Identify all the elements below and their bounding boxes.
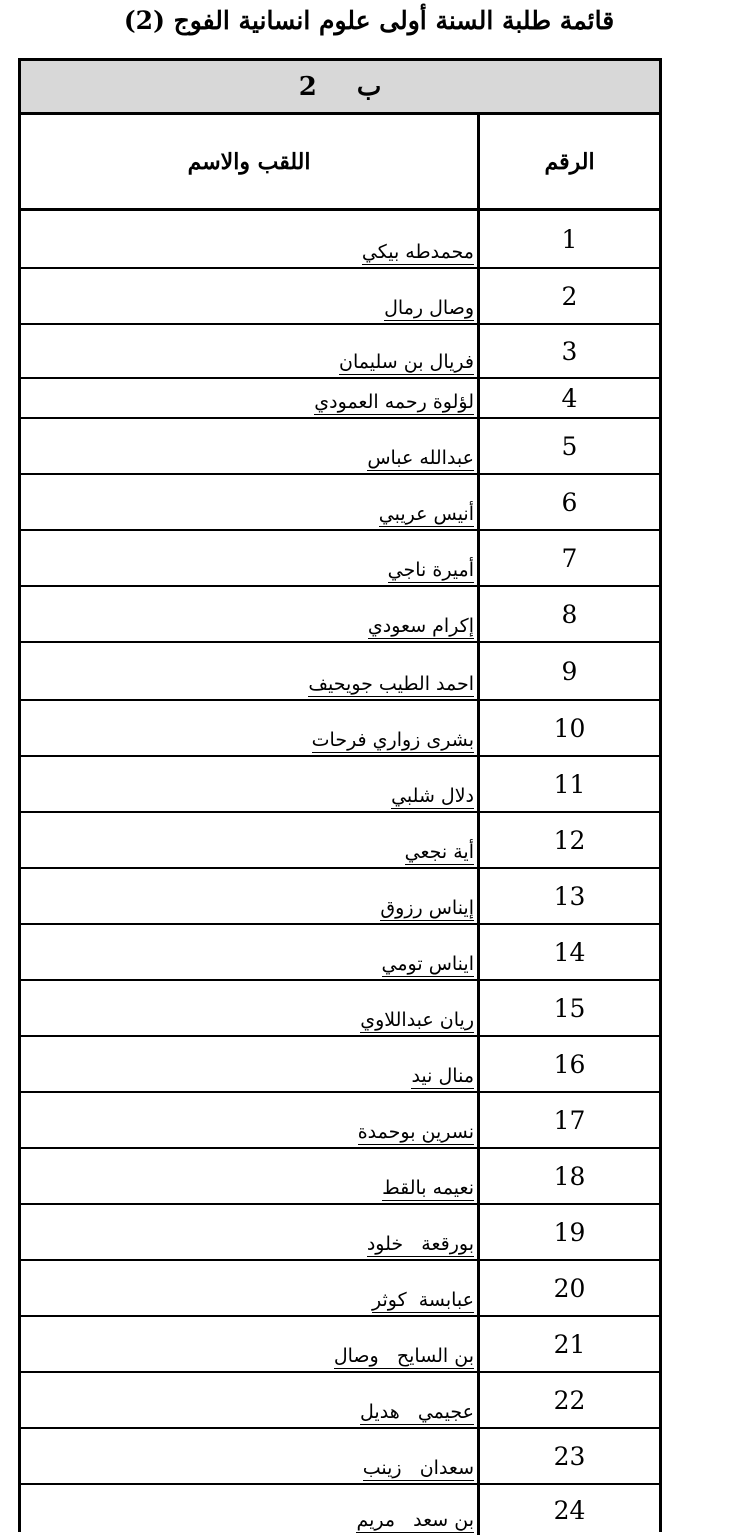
student-number: 1: [561, 224, 578, 254]
table-row: [21, 1205, 659, 1261]
table-row: [21, 1485, 659, 1535]
table-row: [21, 1037, 659, 1093]
student-name: سعدان زينب: [362, 1457, 474, 1480]
column-divider: [477, 115, 480, 1535]
student-number: 16: [553, 1049, 586, 1079]
group-header: [21, 61, 659, 115]
table-row: [21, 419, 659, 475]
student-name: فريال بن سليمان: [339, 351, 474, 374]
student-name: بن سعد مريم: [356, 1509, 474, 1532]
student-number: 23: [553, 1441, 586, 1471]
table-row: [21, 643, 659, 701]
student-number: 4: [561, 383, 578, 413]
student-name: عجيمي هديل: [360, 1401, 474, 1424]
student-number: 5: [561, 431, 578, 461]
table-row: [21, 1261, 659, 1317]
student-number: 19: [553, 1217, 586, 1247]
table-row: [21, 587, 659, 643]
student-name: ايناس تومي: [381, 953, 474, 976]
student-name: ريان عبداللاوي: [360, 1009, 474, 1032]
student-name: عبابسة كوثر: [372, 1289, 474, 1312]
student-number: 12: [553, 825, 586, 855]
student-name: احمد الطيب جويحيف: [308, 673, 474, 696]
table-row: [21, 925, 659, 981]
student-name: بن السايح وصال: [333, 1345, 474, 1368]
page-title: قائمة طلبة السنة أولى علوم انسانية الفوج (2): [123, 6, 615, 35]
student-number: 20: [553, 1273, 586, 1303]
student-number: 2: [561, 281, 578, 311]
student-name: دلال شلبي: [391, 785, 474, 808]
table-row: [21, 211, 659, 269]
student-number: 10: [553, 713, 586, 743]
table-row: [21, 475, 659, 531]
student-number: 15: [553, 993, 586, 1023]
table-row: [21, 813, 659, 869]
group-letter: ب: [356, 71, 382, 102]
student-list-table: [18, 58, 662, 1532]
table-row: [21, 1093, 659, 1149]
student-number: 9: [561, 656, 578, 686]
student-number: 18: [553, 1161, 586, 1191]
column-header-row: [21, 115, 659, 211]
student-name: لؤلوة رحمه العمودي: [314, 391, 474, 414]
table-row: [21, 1429, 659, 1485]
group-number: 2: [298, 71, 317, 102]
student-name: محمدطه بيكي: [361, 241, 474, 264]
student-number: 3: [561, 336, 578, 366]
column-header-number: الرقم: [544, 148, 595, 175]
student-name: أميرة ناجي: [387, 559, 474, 582]
table-row: [21, 531, 659, 587]
student-number: 11: [553, 769, 586, 799]
student-name: وصال رمال: [384, 297, 474, 320]
table-row: [21, 1149, 659, 1205]
student-number: 8: [561, 599, 578, 629]
table-row: [21, 981, 659, 1037]
student-name: إكرام سعودي: [367, 615, 474, 638]
student-number: 22: [553, 1385, 586, 1415]
student-name: بورقعة خلود: [366, 1233, 474, 1256]
table-row: [21, 1373, 659, 1429]
table-row: [21, 269, 659, 325]
student-number: 6: [561, 487, 578, 517]
student-name: أية نجعي: [404, 841, 474, 864]
student-number: 21: [553, 1329, 586, 1359]
student-name: نسرين بوحمدة: [357, 1121, 474, 1144]
student-number: 14: [553, 937, 586, 967]
table-row: [21, 757, 659, 813]
student-number: 7: [561, 543, 578, 573]
student-number: 13: [553, 881, 586, 911]
column-header-name: اللقب والاسم: [187, 148, 311, 175]
student-name: بشرى زواري فرحات: [311, 729, 474, 752]
table-row: [21, 1317, 659, 1373]
table-row: [21, 869, 659, 925]
student-name: إيناس رزوق: [380, 897, 474, 920]
table-row: [21, 325, 659, 379]
table-row: [21, 379, 659, 419]
table-row: [21, 701, 659, 757]
student-name: أنيس عريبي: [378, 503, 474, 526]
student-number: 24: [553, 1495, 586, 1525]
student-name: نعيمه بالقط: [382, 1177, 474, 1200]
student-name: منال نيد: [411, 1065, 474, 1088]
student-name: عبدالله عباس: [367, 447, 474, 470]
student-number: 17: [553, 1105, 586, 1135]
